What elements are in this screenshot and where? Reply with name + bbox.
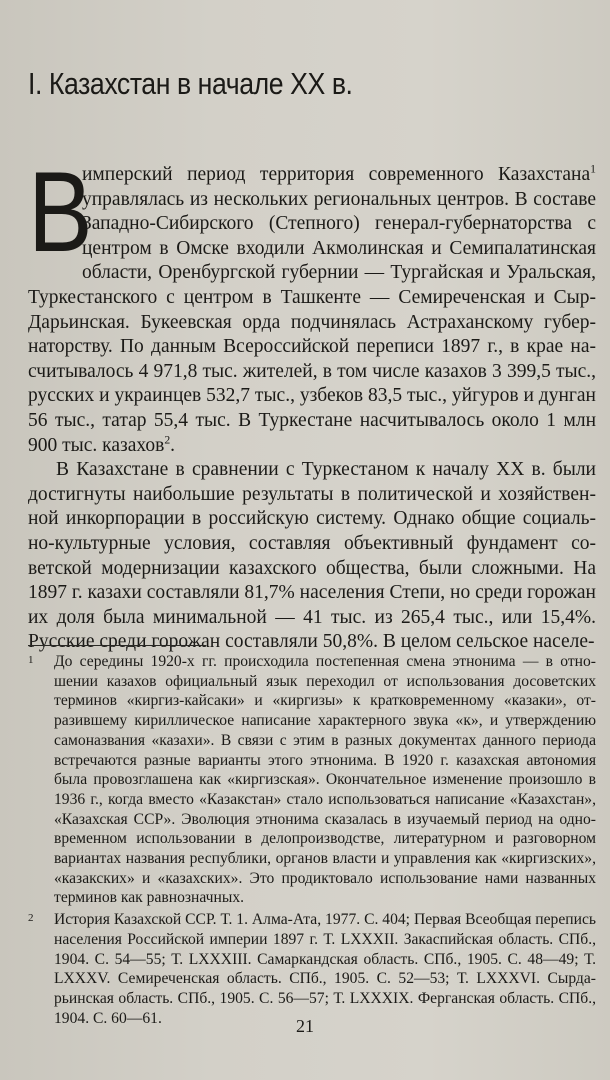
paragraph-1-text-b: управлялась из нескольких региональных центров. В составе Западно-Сибирского (Степного) генерал-губернаторства с центром в Омске входили Акмолинская и Семипалатинская области, Оренбургской губернии — Тургайская и Уральская, Туркестанского с центром в Ташкенте — Семиреченская и СырДарьинская. Букеевская орда подчинялась Астраханскому губернаторству. По данным Всероссийской переписи 1897 г., в крае насчитывалось 4 971,8 тыс. жителей, в том числе казахов 3 399,5 тыс., русских и украинцев 532,7 тыс., узбеков 83,5 тыс., уйгуров и дунган 56 тыс., татар 55,4 тыс. В Туркестане насчитывалось около 1 млн 900 тыс. казахов [28, 188, 596, 456]
chapter-title: I. Казахстан в начале XX в. [28, 66, 353, 101]
paragraph-1-text-a: имперский период территория современного Казахстана [82, 164, 591, 185]
footnote-divider [28, 645, 206, 646]
footnote-1-mark: 1 [28, 654, 34, 666]
footnote-1 [28, 652, 596, 908]
footnote-2-text: История Казахской ССР. Т. 1. Алма-Ата, 1977. С. 404; Первая Всеобщая перепись населения Российской империи 1897 г. Т. LXXXII. Закаспийская область. СПб., 1904. С. 54—55; Т. LXXXIII. Самаркандская область. СПб., 1905. С. 48—49; Т. LXXXV. Семиреченская область. СПб., 1905. С. 52—53; Т. LXXXVI. Сырдарьинская область. СПб., 1905. С. 56—57; Т. LXXXIX. Ферганская область. СПб., 1904. С. 60—61. [54, 911, 596, 1027]
main-text [28, 149, 596, 655]
paragraph-1-end: . [170, 434, 176, 456]
paragraph-2: В Казахстане в сравнении с Туркестаном к началу XX в. были достигнуты наибольшие результаты в политической и хозяйственной инкорпорации в российскую систему. Однако общие социально-культурные условия, составляя объективный фундамент советской модернизации казахского общества, были сложными. На 1897 г. казахи составляли 81,7% населения Степи, но среди горожан их доля была минимальной — 41 тыс. из 265,4 тыс., или 15,4%. Русские среди горожан составляли 50,8%. В целом сельское населе- [28, 459, 596, 653]
footnote-2-mark: 2 [28, 912, 34, 925]
footnote-ref-1: 1 [590, 162, 596, 176]
paragraph-1 [28, 149, 596, 458]
footnote-1-text: До середины 1920-х гг. происходила постепенная смена этнонима — в отношении казахов официальный язык переходил от использования досоветских терминов «киргиз-кайсаки» и «киргизы» к кратковременному «казаки», отразившему кириллическое написание характерного звука «к», и утверждению самоназвания «казахи». В связи с этим в разных документах данного периода встречаются разные варианты этого этнонима. В 1920 г. казахская автономия была провозглашена как «киргизская». Окончательное изменение произошло в 1936 г., когда вместо «Казакстан» стало использоваться написание «Казахстан», «Казахская ССР». Эволюция этнонима сказалась в изучаемый период на одновременном использовании в делопроизводстве, литературном и разговорном вариантах названия республики, органов власти и управления как «киргизских», «казакских» и «казахских». Это продиктовало использование нами названных терминов как равнозначных. [54, 653, 596, 907]
page-number: 21 [296, 1016, 314, 1036]
footnote-2 [28, 910, 596, 1028]
footnote-ref-2: 2 [164, 433, 171, 447]
drop-cap: В [28, 149, 93, 276]
footnotes [28, 652, 596, 1028]
